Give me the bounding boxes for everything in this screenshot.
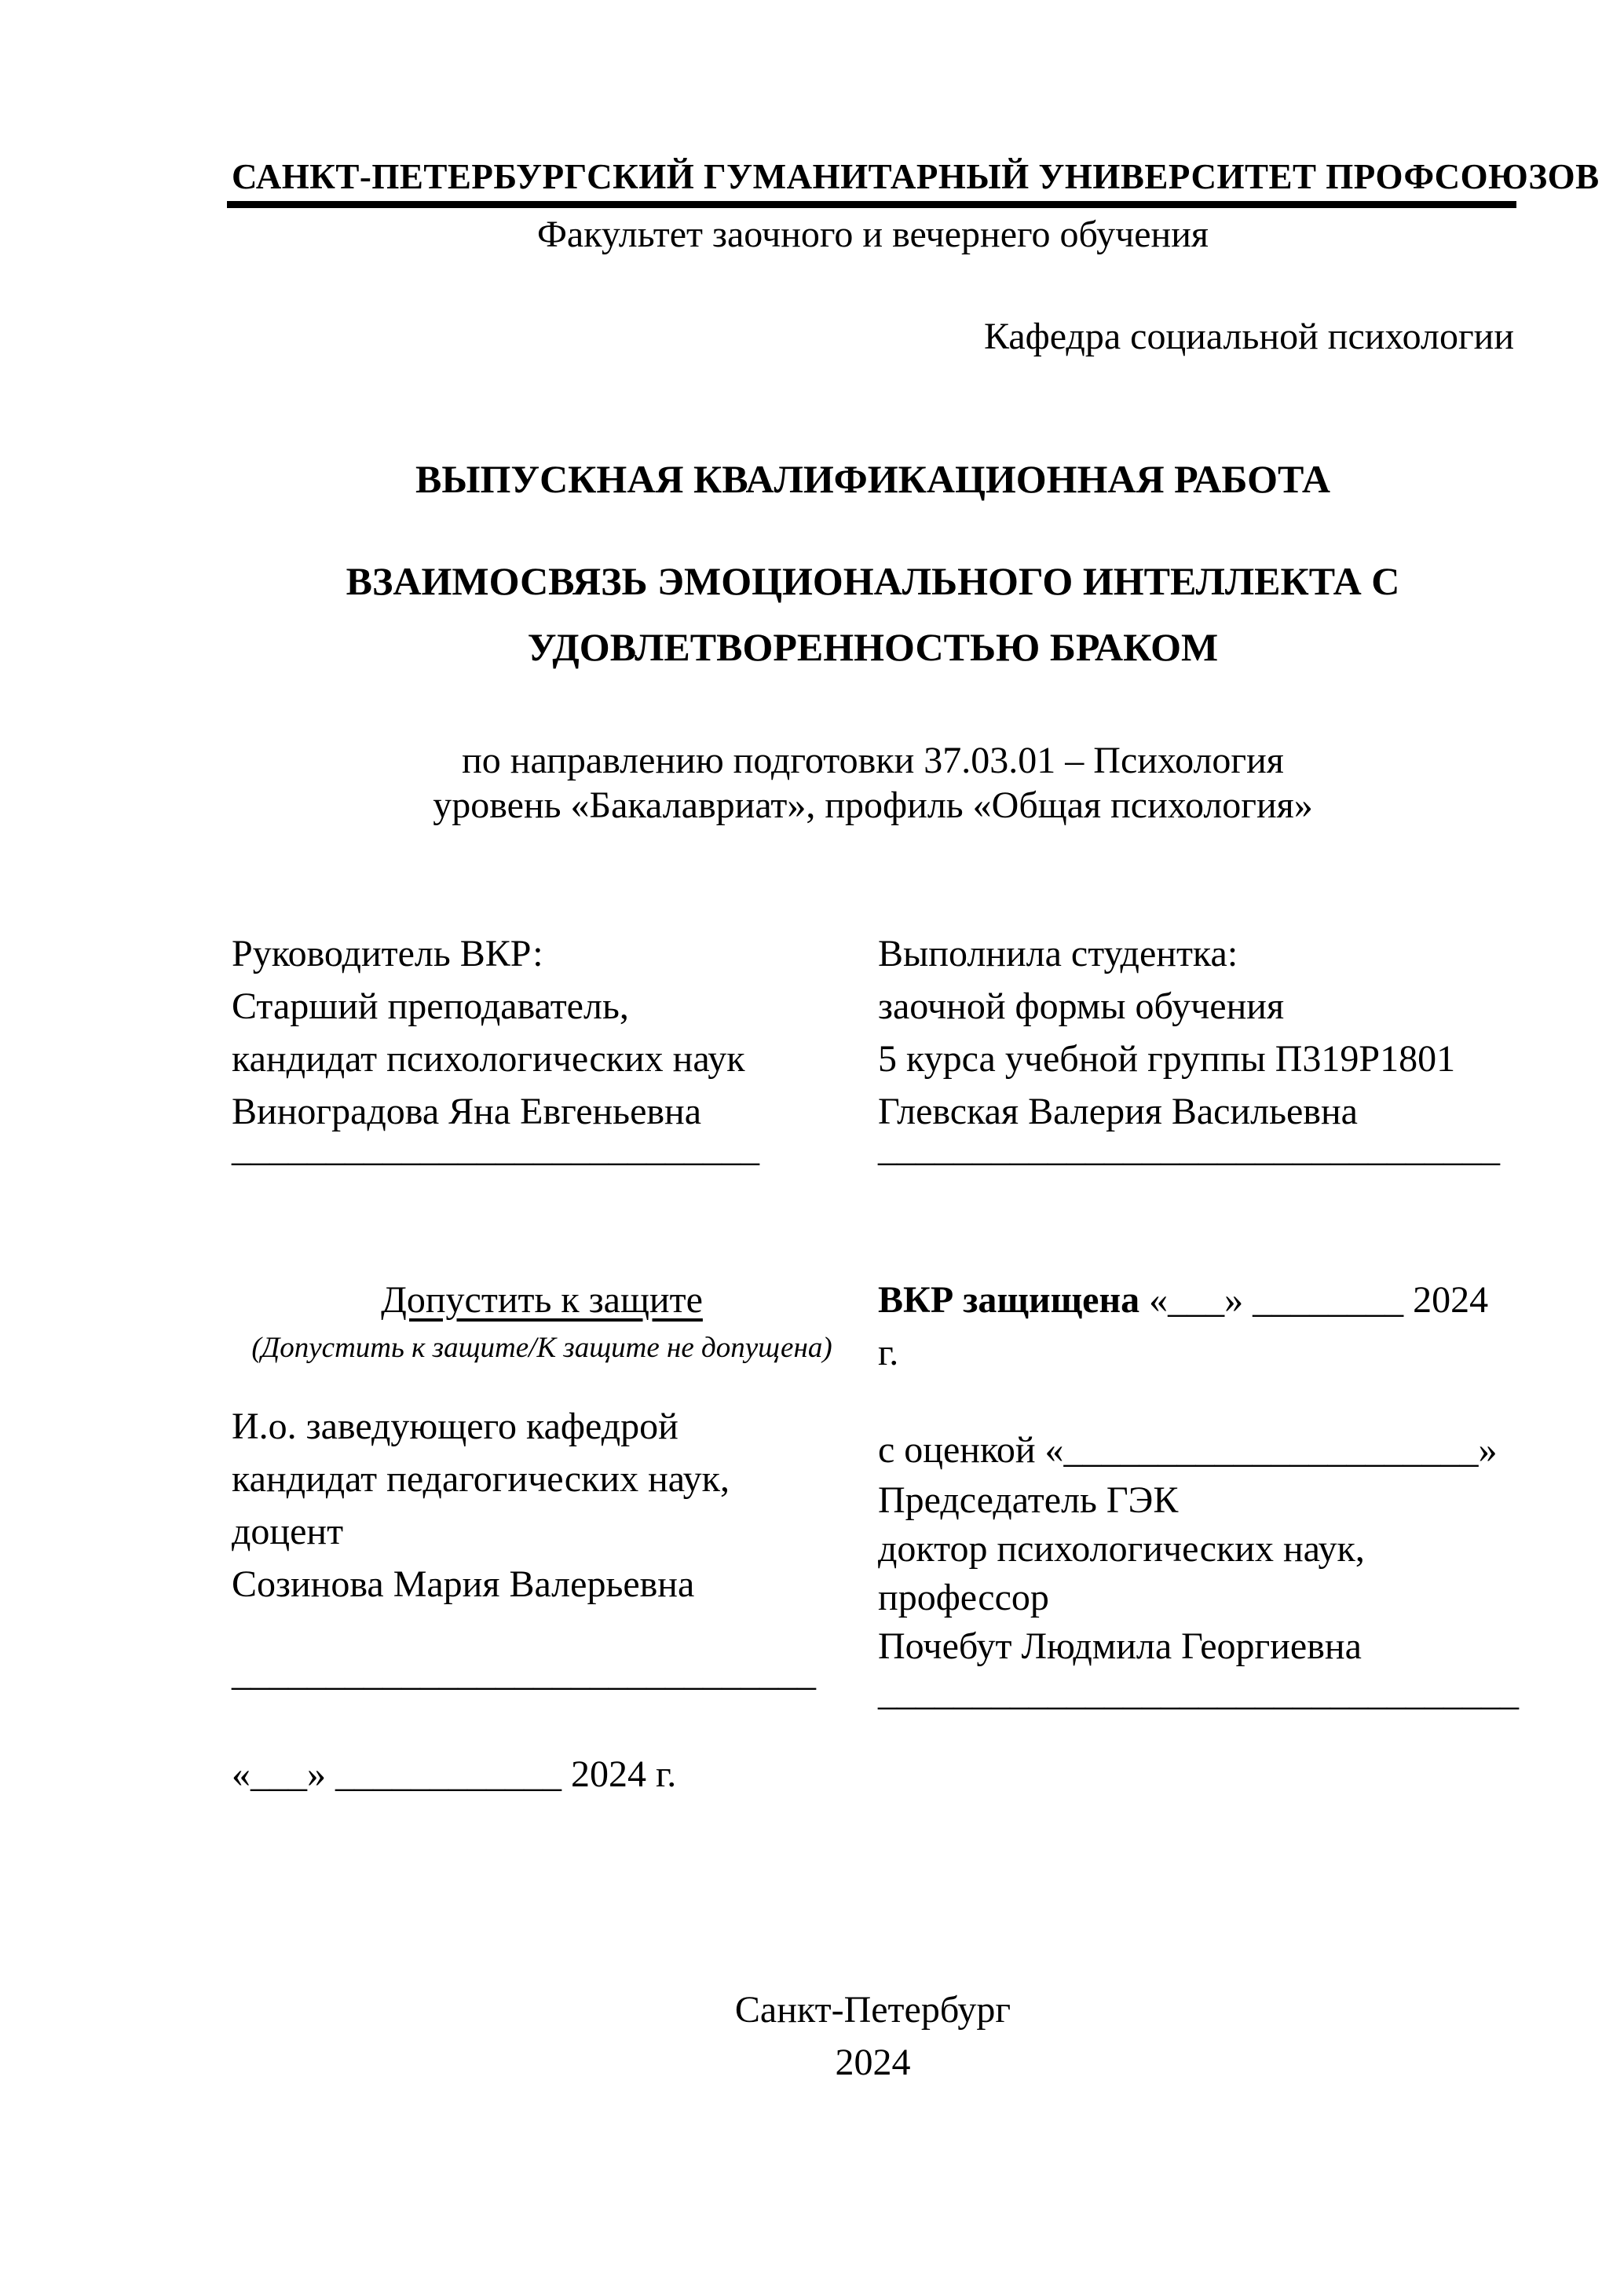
program-direction: по направлению подготовки 37.03.01 – Психология (462, 740, 1284, 781)
header-rule (227, 201, 1516, 208)
head-position2: кандидат педагогических наук, (232, 1458, 730, 1500)
student-signature-line: _________________________________ (878, 1128, 1500, 1169)
admission-block (232, 1274, 852, 1610)
supervisor-heading: Руководитель ВКР: (232, 933, 543, 974)
supervisor-position1: Старший преподаватель, (232, 985, 629, 1027)
chair-block (878, 1476, 1514, 1671)
footer-city: Санкт-Петербург (734, 1989, 1011, 2031)
thesis-title-line1: ВЗАИМОСВЯЗЬ ЭМОЦИОНАЛЬНОГО ИНТЕЛЛЕКТА С (346, 559, 1400, 603)
head-name: Созинова Мария Валерьевна (232, 1563, 695, 1605)
supervisor-block (232, 927, 852, 1138)
defense-label: ВКР защищена (878, 1279, 1140, 1321)
footer (232, 1983, 1514, 2089)
program-info (232, 738, 1514, 828)
student-info2: 5 курса учебной группы П319Р1801 (878, 1038, 1456, 1080)
university-name: САНКТ-ПЕТЕРБУРГСКИЙ ГУМАНИТАРНЫЙ УНИВЕРСИТЕТ ПРОФСОЮЗОВ (232, 157, 1600, 196)
supervisor-name: Виноградова Яна Евгеньевна (232, 1091, 702, 1132)
student-heading: Выполнила студентка: (878, 933, 1238, 974)
admission-signature-line: _______________________________ (232, 1652, 816, 1694)
defense-grade-line: с оценкой «______________________» (878, 1429, 1498, 1471)
head-position1: И.о. заведующего кафедрой (232, 1406, 678, 1447)
supervisor-position2: кандидат психологических наук (232, 1038, 745, 1080)
student-name: Глевская Валерия Васильевна (878, 1091, 1358, 1132)
chair-title: Председатель ГЭК (878, 1479, 1179, 1521)
defense-date-line (878, 1274, 1514, 1379)
supervisor-signature-line: ____________________________ (232, 1128, 759, 1169)
chair-name: Почебут Людмила Георгиевна (878, 1625, 1362, 1667)
admission-note: (Допустить к защите/К защите не допущена) (251, 1332, 832, 1364)
admission-date-line: «___» ____________ 2024 г. (232, 1753, 677, 1795)
department-name: Кафедра социальной психологии (983, 316, 1514, 357)
chair-rank: профессор (878, 1577, 1049, 1618)
department-head-block (232, 1400, 852, 1610)
thesis-title (232, 548, 1514, 680)
defense-date-blank: «___» ________ 2024 г. (878, 1279, 1489, 1373)
program-level: уровень «Бакалавриат», профиль «Общая психология» (433, 784, 1313, 826)
defense-signature-line: __________________________________ (878, 1672, 1519, 1713)
student-block (878, 927, 1514, 1138)
faculty-name: Факультет заочного и вечернего обучения (537, 214, 1209, 255)
student-info1: заочной формы обучения (878, 985, 1285, 1027)
thesis-title-line2: УДОВЛЕТВОРЕННОСТЬЮ БРАКОМ (527, 625, 1219, 669)
footer-year: 2024 (835, 2042, 911, 2083)
work-type-heading: ВЫПУСКНАЯ КВАЛИФИКАЦИОННАЯ РАБОТА (415, 457, 1330, 501)
admission-decision: Допустить к защите (381, 1279, 703, 1321)
page-content (232, 0, 1600, 2296)
defense-block (878, 1274, 1514, 1671)
head-position3: доцент (232, 1511, 344, 1552)
chair-degree: доктор психологических наук, (878, 1528, 1365, 1570)
